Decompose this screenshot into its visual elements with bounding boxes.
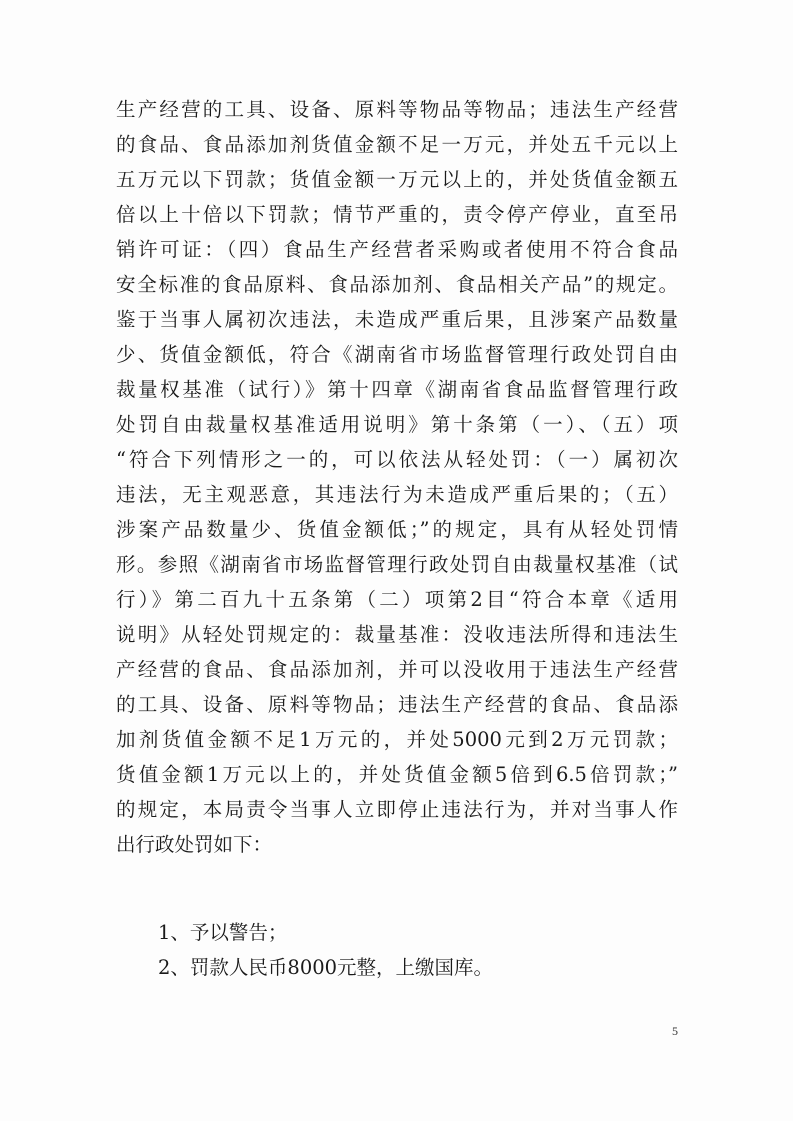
body-line: 生产经营的工具、设备、原料等物品等物品；违法生产经营 — [116, 98, 678, 121]
body-line: 处罚自由裁量权基准适用说明》第十条第（一）、（五）项 — [116, 413, 678, 436]
decision-body-text — [116, 92, 678, 862]
body-line: 裁量权基准（试行）》第十四章《湖南省食品监督管理行政 — [116, 378, 678, 401]
body-line: 行）》第二百九十五条第（二）项第2目“符合本章《适用 — [116, 588, 678, 611]
body-line: “符合下列情形之一的，可以依法从轻处罚：（一）属初次 — [116, 448, 678, 471]
body-line: 违法，无主观恶意，其违法行为未造成严重后果的；（五） — [116, 483, 678, 506]
body-line: 的工具、设备、原料等物品；违法生产经营的食品、食品添 — [116, 693, 678, 716]
body-line: 安全标准的食品原料、食品添加剂、食品相关产品”的规定。 — [116, 273, 678, 296]
body-line: 五万元以下罚款；货值金额一万元以上的，并处货值金额五 — [116, 168, 678, 191]
body-line: 货值金额1万元以上的，并处货值金额5倍到6.5倍罚款；” — [116, 763, 678, 786]
body-line: 出行政处罚如下： — [116, 833, 273, 856]
penalty-list — [158, 915, 678, 985]
body-line: 说明》从轻处罚规定的：裁量基准：没收违法所得和违法生 — [116, 623, 678, 646]
body-line: 产经营的食品、食品添加剂，并可以没收用于违法生产经营 — [116, 658, 678, 681]
body-line: 的规定，本局责令当事人立即停止违法行为，并对当事人作 — [116, 798, 678, 821]
body-line: 销许可证：（四）食品生产经营者采购或者使用不符合食品 — [116, 238, 678, 261]
body-line: 加剂货值金额不足1万元的，并处5000元到2万元罚款； — [116, 728, 678, 751]
body-line: 少、货值金额低，符合《湖南省市场监督管理行政处罚自由 — [116, 343, 678, 366]
body-line: 倍以上十倍以下罚款；情节严重的，责令停产停业，直至吊 — [116, 203, 678, 226]
body-line: 鉴于当事人属初次违法，未造成严重后果，且涉案产品数量 — [116, 308, 678, 331]
page-number: 5 — [672, 1024, 678, 1038]
penalty-item-fine: 2、罚款人民币8000元整，上缴国库。 — [158, 956, 494, 979]
body-line: 涉案产品数量少、货值金额低；”的规定，具有从轻处罚情 — [116, 518, 678, 541]
body-line: 的食品、食品添加剂货值金额不足一万元，并处五千元以上 — [116, 133, 678, 156]
penalty-item-warning: 1、予以警告； — [158, 921, 288, 944]
body-line: 形。参照《湖南省市场监督管理行政处罚自由裁量权基准（试 — [116, 553, 678, 576]
